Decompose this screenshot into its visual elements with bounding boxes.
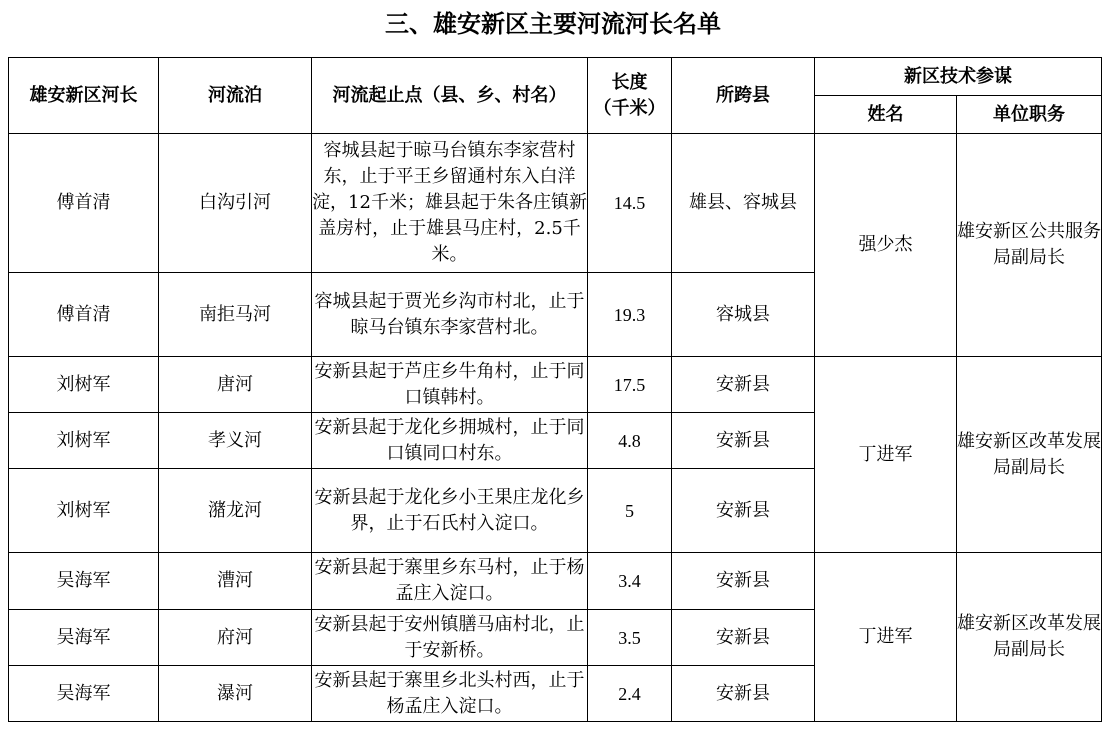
chief-cell: 刘树军 — [9, 413, 159, 469]
river-cell: 漕河 — [159, 553, 312, 610]
river-cell: 瀑河 — [159, 666, 312, 722]
chief-cell: 吴海军 — [9, 666, 159, 722]
county-cell: 雄县、容城县 — [672, 134, 815, 273]
chief-cell: 刘树军 — [9, 469, 159, 553]
length-cell: 3.5 — [588, 610, 672, 666]
chief-cell: 吴海军 — [9, 610, 159, 666]
length-cell: 2.4 — [588, 666, 672, 722]
header-length-line2: （千米） — [593, 97, 666, 119]
header-advisor-post: 单位职务 — [957, 96, 1102, 134]
chief-cell: 傅首清 — [9, 134, 159, 273]
advisor-post-cell: 雄安新区改革发展局副局长 — [957, 357, 1102, 553]
river-chief-table — [8, 57, 1102, 722]
river-cell: 白沟引河 — [159, 134, 312, 273]
header-advisor-name: 姓名 — [815, 96, 957, 134]
chief-cell: 刘树军 — [9, 357, 159, 413]
route-cell: 安新县起于寨里乡东马村，止于杨孟庄入淀口。 — [312, 553, 588, 610]
county-cell: 安新县 — [672, 610, 815, 666]
header-route: 河流起止点（县、乡、村名） — [312, 58, 588, 134]
table-row — [9, 357, 1102, 413]
chief-cell: 傅首清 — [9, 273, 159, 357]
advisor-name-cell: 丁进军 — [815, 553, 957, 722]
route-cell: 安新县起于寨里乡北头村西，止于杨孟庄入淀口。 — [312, 666, 588, 722]
route-cell: 安新县起于芦庄乡牛角村，止于同口镇韩村。 — [312, 357, 588, 413]
length-cell: 17.5 — [588, 357, 672, 413]
length-cell: 3.4 — [588, 553, 672, 610]
header-advisor-group: 新区技术参谋 — [815, 58, 1102, 96]
advisor-post-cell: 雄安新区改革发展局副局长 — [957, 553, 1102, 722]
route-cell: 容城县起于贾光乡沟市村北，止于晾马台镇东李家营村北。 — [312, 273, 588, 357]
county-cell: 安新县 — [672, 413, 815, 469]
county-cell: 安新县 — [672, 357, 815, 413]
county-cell: 安新县 — [672, 469, 815, 553]
header-length-line1: 长度 — [611, 71, 648, 93]
advisor-name-cell: 强少杰 — [815, 134, 957, 357]
chief-cell: 吴海军 — [9, 553, 159, 610]
header-length — [588, 58, 672, 134]
river-cell: 唐河 — [159, 357, 312, 413]
header-river: 河流泊 — [159, 58, 312, 134]
page-title: 三、雄安新区主要河流河长名单 — [385, 10, 721, 38]
route-cell: 容城县起于晾马台镇东李家营村东，止于平王乡留通村东入白洋淀，12千米；雄县起于朱各庄镇新盖房村，止于雄县马庄村，2.5千米。 — [312, 134, 588, 273]
advisor-post-cell: 雄安新区公共服务局副局长 — [957, 134, 1102, 357]
county-cell: 安新县 — [672, 553, 815, 610]
river-cell: 南拒马河 — [159, 273, 312, 357]
river-cell: 潴龙河 — [159, 469, 312, 553]
advisor-name-cell: 丁进军 — [815, 357, 957, 553]
route-cell: 安新县起于龙化乡拥城村，止于同口镇同口村东。 — [312, 413, 588, 469]
county-cell: 安新县 — [672, 666, 815, 722]
route-cell: 安新县起于龙化乡小王果庄龙化乡界，止于石氏村入淀口。 — [312, 469, 588, 553]
header-county: 所跨县 — [672, 58, 815, 134]
length-cell: 5 — [588, 469, 672, 553]
table-row — [9, 134, 1102, 273]
county-cell: 容城县 — [672, 273, 815, 357]
table-row — [9, 553, 1102, 610]
river-cell: 府河 — [159, 610, 312, 666]
length-cell: 4.8 — [588, 413, 672, 469]
length-cell: 19.3 — [588, 273, 672, 357]
length-cell: 14.5 — [588, 134, 672, 273]
river-cell: 孝义河 — [159, 413, 312, 469]
route-cell: 安新县起于安州镇膳马庙村北，止于安新桥。 — [312, 610, 588, 666]
header-chief: 雄安新区河长 — [9, 58, 159, 134]
